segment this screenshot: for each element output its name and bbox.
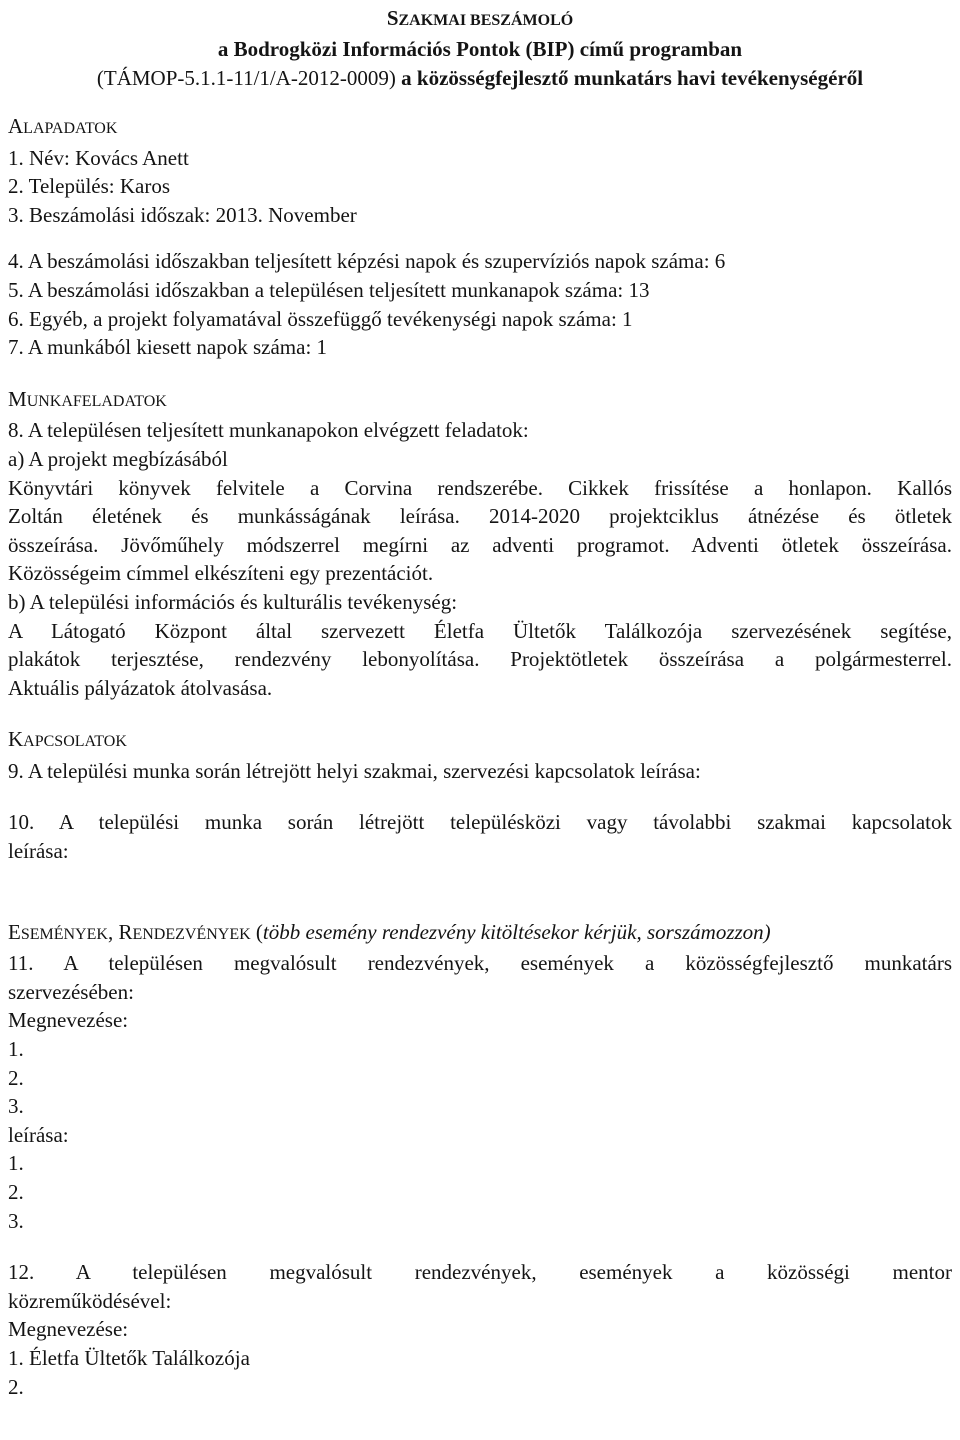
question-12-line: közreműködésével: [8, 1288, 172, 1313]
field-nev: 1. Név: Kovács Anett [8, 145, 189, 170]
list-item: 1. Életfa Ültetők Találkozója [8, 1345, 250, 1370]
program-subtitle: a Bodrogközi Információs Pontok (BIP) című programban [217, 37, 743, 61]
question-12-line: 12. A településen megvalósult rendezvények, események a közösségi mentor [8, 1260, 952, 1285]
subsection-b-text-line: Aktuális pályázatok átolvasása. [8, 675, 273, 700]
question-10-line: leírása: [8, 839, 69, 864]
subsection-a-text-line: Könyvtári könyvek felvitele a Corvina rendszerébe. Cikkek frissítése a honlapon. Kallós [8, 475, 952, 500]
list-item: 3. [8, 1094, 24, 1119]
section-heading-esemenyek: ESEMÉNYEK, RENDEZVÉNYEK (több esemény rendezvény kitöltésekor kérjük, sorszámozzon) [8, 919, 771, 944]
list-item: 2. [8, 1180, 24, 1204]
question-8: 8. A településen teljesített munkanapokon elvégzett feladatok: [8, 418, 529, 443]
subsection-b-text-line: plakátok terjesztése, rendezvény lebonyolítása. Projektötletek összeírása a polgármesterrel. [8, 647, 952, 672]
section-heading-kapcsolatok: KAPCSOLATOK [8, 727, 127, 752]
document-title: SZAKMAI BESZÁMOLÓ [386, 6, 574, 30]
subsection-a-text-line: Közösségeim címmel elkészíteni egy prezentációt. [8, 561, 434, 586]
question-11-line: 11. A településen megvalósult rendezvények, események a közösségfejlesztő munkatárs [8, 951, 952, 976]
section-heading-alapadatok: ALAPADATOK [8, 114, 118, 138]
list-item: 2. [8, 1374, 24, 1399]
field-egyeb-napok: 6. Egyéb, a projekt folyamatával összefüggő tevékenységi napok száma: 1 [8, 306, 633, 331]
leirasa-label: leírása: [8, 1122, 69, 1147]
subsection-b-label: b) A települési információs és kulturális tevékenység: [8, 589, 458, 614]
project-description: a közösségfejlesztő munkatárs havi tevékenységéről [395, 66, 864, 90]
subsection-a-text-line: Zoltán életének és munkásságának leírása. 2014-2020 projektciklus átnézése és ötletek [8, 504, 952, 529]
heading-note: több esemény rendezvény kitöltésekor kérjük, sorszámozzon) [262, 919, 771, 944]
question-11-line: szervezésében: [8, 979, 134, 1004]
megnevezese-label: Megnevezése: [8, 1317, 129, 1342]
field-kepzesi-napok: 4. A beszámolási időszakban teljesített képzési napok és szupervíziós napok száma: 6 [8, 249, 726, 274]
field-telepules: 2. Település: Karos [8, 174, 171, 199]
list-item: 3. [8, 1208, 24, 1233]
list-item: 2. [8, 1065, 24, 1090]
document-body [8, 112, 952, 1401]
list-item: 1. [8, 1151, 24, 1176]
field-kiesett-napok: 7. A munkából kiesett napok száma: 1 [8, 335, 328, 360]
project-line [0, 64, 960, 93]
subsection-a-text-line: összeírása. Jövőműhely módszerrel megírni az adventi programot. Adventi ötletek összeírása. [8, 532, 952, 557]
document-header [0, 0, 960, 93]
list-item: 1. [8, 1037, 24, 1062]
field-beszamolasi-idoszak: 3. Beszámolási időszak: 2013. November [8, 202, 357, 227]
section-heading-munkafeladatok: MUNKAFELADATOK [8, 386, 167, 411]
question-10-line: 10. A települési munka során létrejött településközi vagy távolabbi szakmai kapcsolatok [8, 810, 952, 835]
question-9: 9. A települési munka során létrejött helyi szakmai, szervezési kapcsolatok leírása: [8, 758, 701, 783]
project-code: (TÁMOP-5.1.1-11/1/A-2012-0009) [96, 66, 396, 90]
field-munkanapok: 5. A beszámolási időszakban a településen teljesített munkanapok száma: 13 [8, 277, 650, 302]
subsection-a-label: a) A projekt megbízásából [8, 446, 228, 471]
megnevezese-label: Megnevezése: [8, 1008, 129, 1033]
subsection-b-text-line: A Látogató Központ által szervezett Életfa Ültetők Találkozója szervezésének segítése, [8, 618, 952, 643]
